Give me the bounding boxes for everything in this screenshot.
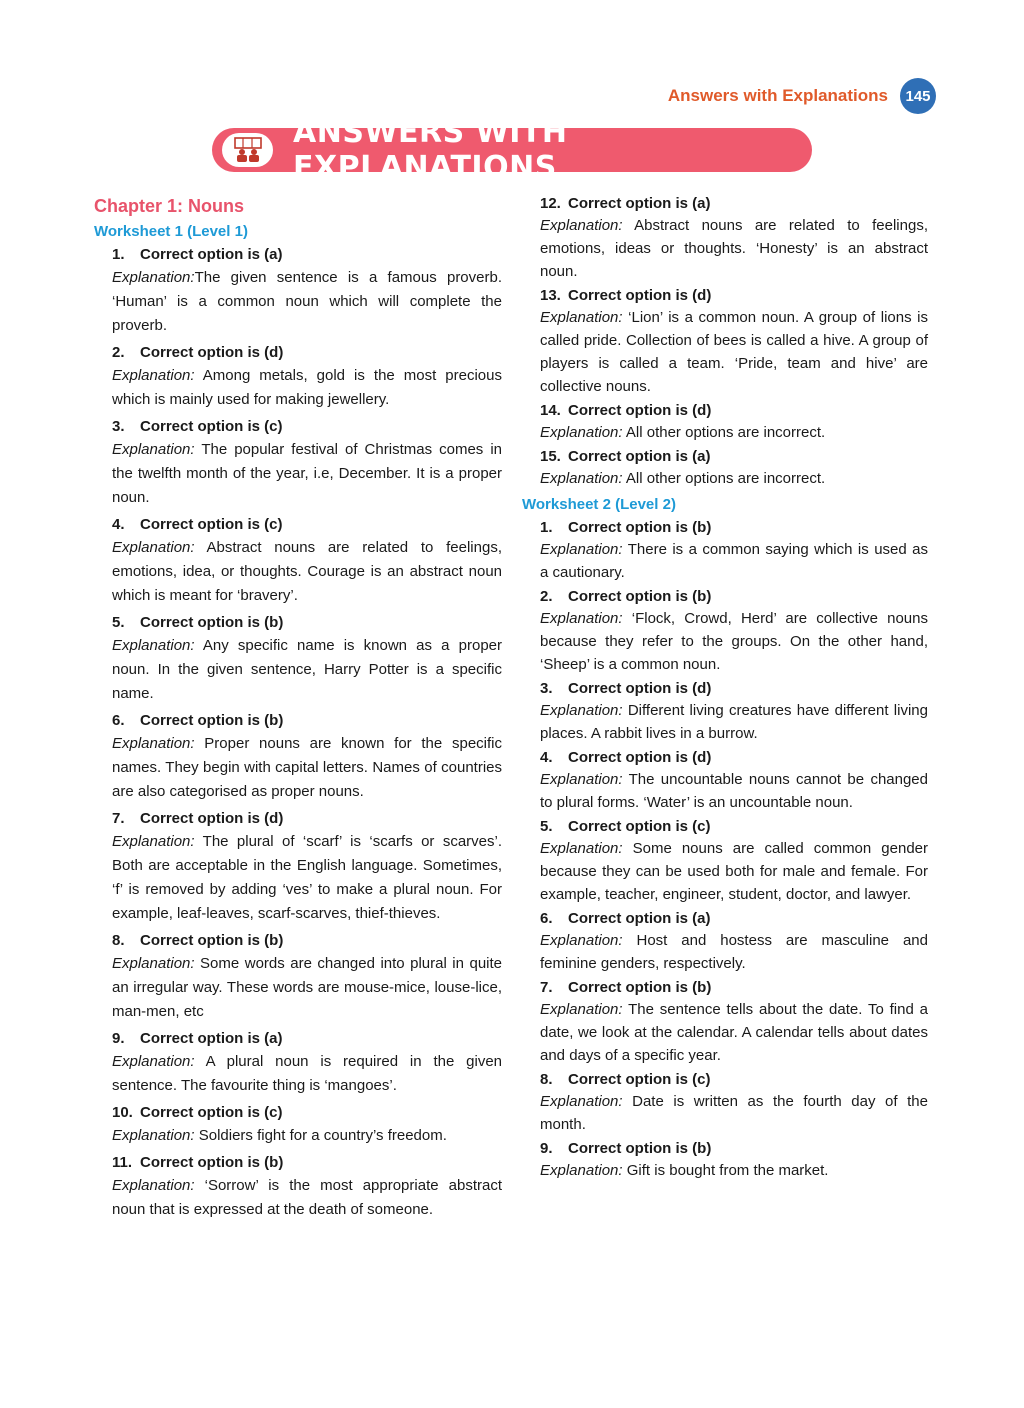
correct-option: Correct option is (a) bbox=[140, 246, 283, 263]
question-number: 9. bbox=[540, 1140, 553, 1157]
explanation-text: A plural noun is required in the given sentence. The favourite thing is ‘mangoes’. bbox=[112, 1053, 502, 1094]
answer-line bbox=[112, 614, 502, 631]
correct-option: Correct option is (c) bbox=[140, 418, 283, 435]
answer-line bbox=[112, 344, 502, 361]
answer-item bbox=[112, 1154, 502, 1222]
answer-line bbox=[112, 1030, 502, 1047]
explanation-text: Abstract nouns are related to feelings, emotions, idea, or thoughts. Courage is an abstract noun which is meant for ‘bravery’. bbox=[112, 539, 502, 604]
correct-option: Correct option is (b) bbox=[140, 614, 284, 631]
answer-line bbox=[112, 418, 502, 435]
answer-line bbox=[540, 910, 928, 927]
answer-line bbox=[540, 1071, 928, 1088]
explanation-text: The popular festival of Christmas comes in the twelfth month of the year, i.e, December. It is a proper noun. bbox=[112, 441, 502, 506]
question-number: 1. bbox=[540, 519, 553, 536]
explanation bbox=[540, 837, 928, 906]
question-number: 13. bbox=[540, 287, 561, 304]
question-number: 7. bbox=[112, 810, 125, 827]
explanation bbox=[112, 438, 502, 510]
banner-title: ANSWERS WITH EXPLANATIONS bbox=[293, 115, 568, 185]
explanation-label: Explanation: bbox=[540, 771, 623, 788]
question-number: 1. bbox=[112, 246, 125, 263]
section-banner bbox=[212, 115, 812, 185]
explanation-text: All other options are incorrect. bbox=[622, 470, 826, 487]
explanation-label: Explanation: bbox=[540, 470, 623, 487]
right-column bbox=[522, 192, 928, 1186]
explanation bbox=[112, 266, 502, 338]
explanation-text: ‘Lion’ is a common noun. A group of lions is called pride. Collection of bees is called a hive. A group of players is called a team. ‘Pride, team and hive’ are collective nouns. bbox=[540, 309, 928, 395]
question-number: 8. bbox=[540, 1071, 553, 1088]
explanation-text: The sentence tells about the date. To find a date, we look at the calendar. A calendar tells about dates and days of a specific year. bbox=[540, 1001, 928, 1064]
explanation-label: Explanation: bbox=[112, 833, 195, 850]
correct-option: Correct option is (a) bbox=[568, 448, 711, 465]
explanation-text: All other options are incorrect. bbox=[622, 424, 826, 441]
worksheet-1-title: Worksheet 1 (Level 1) bbox=[94, 223, 248, 240]
left-column bbox=[94, 192, 502, 1226]
answer-item bbox=[112, 1104, 502, 1148]
answer-item bbox=[112, 418, 502, 510]
explanation bbox=[112, 634, 502, 706]
explanation-label: Explanation: bbox=[112, 955, 195, 972]
question-number: 2. bbox=[540, 588, 553, 605]
students-board-icon bbox=[222, 133, 273, 167]
answer-item bbox=[540, 818, 928, 906]
answer-item bbox=[540, 588, 928, 676]
answer-item bbox=[540, 519, 928, 584]
question-number: 12. bbox=[540, 195, 561, 212]
chapter-title: Chapter 1: Nouns bbox=[94, 196, 245, 216]
answer-line bbox=[540, 749, 928, 766]
correct-option: Correct option is (b) bbox=[140, 712, 284, 729]
explanation bbox=[112, 732, 502, 804]
question-number: 5. bbox=[540, 818, 553, 835]
explanation-text: Date is written as the fourth day of the month. bbox=[540, 1093, 928, 1133]
answer-line bbox=[540, 588, 928, 605]
correct-option: Correct option is (b) bbox=[568, 588, 712, 605]
question-number: 4. bbox=[112, 516, 125, 533]
answer-line bbox=[540, 1140, 928, 1157]
explanation-text: Abstract nouns are related to feelings, emotions, ideas or thoughts. ‘Honesty’ is an abstract noun. bbox=[540, 217, 928, 280]
explanation-text: Gift is bought from the market. bbox=[622, 1162, 829, 1179]
correct-option: Correct option is (b) bbox=[568, 519, 712, 536]
answer-line bbox=[112, 246, 502, 263]
explanation-label: Explanation: bbox=[112, 637, 195, 654]
correct-option: Correct option is (a) bbox=[140, 1030, 283, 1047]
explanation-text: Some nouns are called common gender because they can be used both for male and female. For example, teacher, engineer, student, doctor, and lawyer. bbox=[540, 840, 928, 903]
question-number: 8. bbox=[112, 932, 125, 949]
explanation-label: Explanation: bbox=[540, 702, 623, 719]
answer-line bbox=[112, 712, 502, 729]
correct-option: Correct option is (b) bbox=[140, 932, 284, 949]
correct-option: Correct option is (c) bbox=[140, 1104, 283, 1121]
explanation-label: Explanation: bbox=[112, 1127, 195, 1144]
explanation-text: Proper nouns are known for the specific names. They begin with capital letters. Names of countries are also categorised as proper nouns. bbox=[112, 735, 502, 800]
correct-option: Correct option is (d) bbox=[568, 287, 712, 304]
correct-option: Correct option is (a) bbox=[568, 910, 711, 927]
explanation bbox=[112, 952, 502, 1024]
explanation-text: Some words are changed into plural in quite an irregular way. These words are mouse-mice, louse-lice, man-men, etc bbox=[112, 955, 502, 1020]
answer-item bbox=[540, 1071, 928, 1136]
explanation bbox=[112, 1050, 502, 1098]
explanation-text: Any specific name is known as a proper noun. In the given sentence, Harry Potter is a specific name. bbox=[112, 637, 502, 702]
explanation-label: Explanation: bbox=[540, 1093, 623, 1110]
explanation bbox=[540, 214, 928, 283]
explanation-label: Explanation: bbox=[112, 735, 195, 752]
correct-option: Correct option is (b) bbox=[568, 1140, 712, 1157]
answer-line bbox=[112, 516, 502, 533]
worksheet-1-list bbox=[94, 246, 502, 1222]
question-number: 15. bbox=[540, 448, 561, 465]
worksheet-1-list-continued bbox=[522, 195, 928, 490]
answer-line bbox=[540, 448, 928, 465]
explanation-text: There is a common saying which is used as a cautionary. bbox=[540, 541, 928, 581]
explanation bbox=[112, 536, 502, 608]
correct-option: Correct option is (c) bbox=[140, 516, 283, 533]
correct-option: Correct option is (c) bbox=[568, 818, 711, 835]
question-number: 11. bbox=[112, 1154, 133, 1171]
answer-item bbox=[540, 402, 928, 444]
answer-item bbox=[540, 448, 928, 490]
explanation-label: Explanation: bbox=[112, 1177, 195, 1194]
explanation-label: Explanation: bbox=[112, 367, 195, 384]
explanation-label: Explanation: bbox=[540, 840, 623, 857]
worksheet-2-title: Worksheet 2 (Level 2) bbox=[522, 496, 676, 513]
answer-line bbox=[540, 287, 928, 304]
answer-line bbox=[540, 402, 928, 419]
explanation-label: Explanation: bbox=[540, 1001, 623, 1018]
explanation bbox=[112, 1124, 502, 1148]
question-number: 5. bbox=[112, 614, 125, 631]
answer-item bbox=[540, 195, 928, 283]
page-number: 145 bbox=[900, 78, 936, 114]
explanation-label: Explanation: bbox=[540, 541, 623, 558]
correct-option: Correct option is (b) bbox=[568, 979, 712, 996]
answer-item bbox=[540, 979, 928, 1067]
question-number: 7. bbox=[540, 979, 553, 996]
question-number: 10. bbox=[112, 1104, 133, 1121]
answer-item bbox=[112, 932, 502, 1024]
answer-item bbox=[112, 810, 502, 926]
answer-line bbox=[540, 519, 928, 536]
explanation bbox=[540, 929, 928, 975]
answer-line bbox=[112, 1154, 502, 1171]
answer-item bbox=[112, 614, 502, 706]
correct-option: Correct option is (d) bbox=[568, 749, 712, 766]
question-number: 3. bbox=[112, 418, 125, 435]
answer-item bbox=[540, 910, 928, 975]
explanation-text: Soldiers fight for a country’s freedom. bbox=[194, 1127, 447, 1144]
answer-item bbox=[112, 1030, 502, 1098]
explanation-label: Explanation: bbox=[112, 269, 195, 286]
correct-option: Correct option is (d) bbox=[568, 402, 712, 419]
explanation-label: Explanation: bbox=[540, 309, 623, 326]
correct-option: Correct option is (a) bbox=[568, 195, 711, 212]
explanation-label: Explanation: bbox=[540, 217, 623, 234]
answer-line bbox=[540, 680, 928, 697]
explanation-text: Host and hostess are masculine and feminine genders, respectively. bbox=[540, 932, 928, 972]
correct-option: Correct option is (d) bbox=[140, 810, 284, 827]
correct-option: Correct option is (d) bbox=[568, 680, 712, 697]
correct-option: Correct option is (d) bbox=[140, 344, 284, 361]
answer-item bbox=[540, 1140, 928, 1182]
running-title: Answers with Explanations bbox=[667, 86, 888, 105]
answer-line bbox=[540, 195, 928, 212]
answer-line bbox=[112, 810, 502, 827]
explanation bbox=[540, 607, 928, 676]
explanation-label: Explanation: bbox=[540, 932, 623, 949]
explanation bbox=[540, 421, 928, 444]
question-number: 9. bbox=[112, 1030, 125, 1047]
explanation bbox=[540, 467, 928, 490]
explanation-text: The plural of ‘scarf’ is ‘scarfs or scarves’. Both are acceptable in the English language. Sometimes, ‘f’ is removed by adding ‘ves’ to make a plural noun. For example, leaf-leaves, scarf-scarves, thief-thieves. bbox=[112, 833, 502, 922]
answer-item bbox=[112, 712, 502, 804]
question-number: 14. bbox=[540, 402, 561, 419]
explanation bbox=[540, 1159, 928, 1182]
answer-item bbox=[112, 516, 502, 608]
running-header bbox=[668, 78, 936, 114]
explanation-label: Explanation: bbox=[112, 441, 195, 458]
correct-option: Correct option is (c) bbox=[568, 1071, 711, 1088]
answer-item bbox=[540, 749, 928, 814]
explanation-text: The given sentence is a famous proverb. ‘Human’ is a common noun which will complete the proverb. bbox=[112, 269, 502, 334]
explanation-text: ‘Sorrow’ is the most appropriate abstract noun that is expressed at the death of someone. bbox=[112, 1177, 502, 1218]
explanation-label: Explanation: bbox=[540, 424, 623, 441]
answer-line bbox=[540, 818, 928, 835]
explanation bbox=[540, 699, 928, 745]
question-number: 2. bbox=[112, 344, 125, 361]
question-number: 6. bbox=[112, 712, 125, 729]
explanation bbox=[540, 998, 928, 1067]
answer-item bbox=[112, 344, 502, 412]
answer-line bbox=[540, 979, 928, 996]
explanation-text: Among metals, gold is the most precious which is mainly used for making jewellery. bbox=[112, 367, 502, 408]
explanation-text: ‘Flock, Crowd, Herd’ are collective nouns because they refer to the groups. On the other hand, ‘Sheep’ is a common noun. bbox=[540, 610, 928, 673]
explanation-text: The uncountable nouns cannot be changed to plural forms. ‘Water’ is an uncountable noun. bbox=[540, 771, 928, 811]
answer-line bbox=[112, 932, 502, 949]
explanation-text: Different living creatures have different living places. A rabbit lives in a burrow. bbox=[540, 702, 928, 742]
explanation bbox=[540, 768, 928, 814]
answer-item bbox=[540, 287, 928, 398]
explanation bbox=[112, 364, 502, 412]
explanation bbox=[112, 1174, 502, 1222]
explanation bbox=[540, 1090, 928, 1136]
worksheet-2-list bbox=[522, 519, 928, 1182]
question-number: 4. bbox=[540, 749, 553, 766]
answer-line bbox=[112, 1104, 502, 1121]
explanation bbox=[112, 830, 502, 926]
answer-item bbox=[540, 680, 928, 745]
question-number: 3. bbox=[540, 680, 553, 697]
explanation-label: Explanation: bbox=[112, 1053, 195, 1070]
question-number: 6. bbox=[540, 910, 553, 927]
explanation bbox=[540, 538, 928, 584]
correct-option: Correct option is (b) bbox=[140, 1154, 284, 1171]
answer-item bbox=[112, 246, 502, 338]
explanation-label: Explanation: bbox=[540, 1162, 623, 1179]
explanation-label: Explanation: bbox=[540, 610, 623, 627]
explanation bbox=[540, 306, 928, 398]
explanation-label: Explanation: bbox=[112, 539, 195, 556]
